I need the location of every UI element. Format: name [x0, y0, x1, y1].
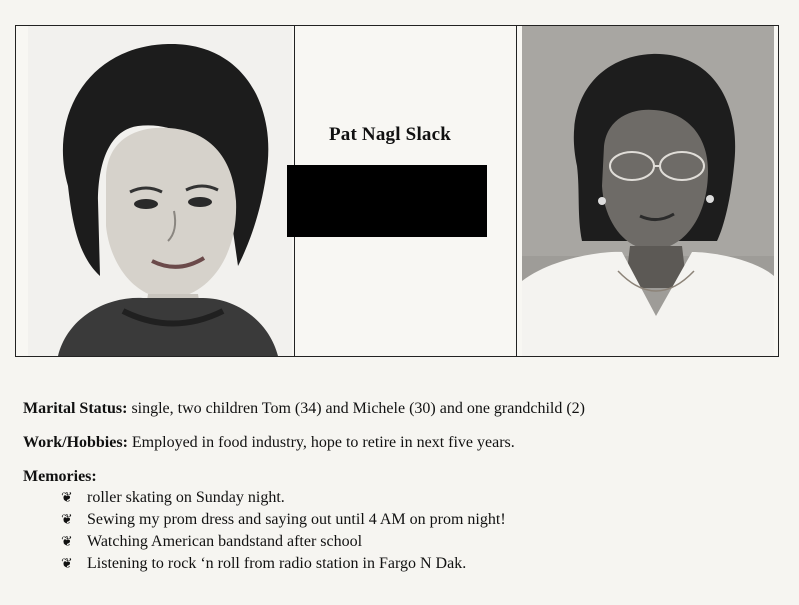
- memories-list: [23, 487, 763, 575]
- list-item: [61, 531, 763, 553]
- memory-text: Sewing my prom dress and saying out until 4 AM on prom night!: [87, 511, 506, 528]
- marital-status-value: single, two children Tom (34) and Michele (30) and one grandchild (2): [131, 400, 586, 417]
- list-item: [61, 487, 763, 509]
- marital-status-label: Marital Status:: [23, 400, 128, 417]
- work-hobbies-value: Employed in food industry, hope to retire in next five years.: [131, 434, 515, 451]
- diamond-bullet-icon: ❦: [61, 556, 73, 572]
- person-name: Pat Nagl Slack: [328, 124, 452, 145]
- profile-text: [23, 398, 763, 575]
- list-item: [61, 553, 763, 575]
- memories-label: Memories:: [23, 468, 97, 485]
- portrait-young-photo: [28, 26, 292, 356]
- memory-text: roller skating on Sunday night.: [87, 489, 285, 506]
- work-hobbies-label: Work/Hobbies:: [23, 434, 128, 451]
- redaction-box: [287, 165, 487, 237]
- diamond-bullet-icon: ❦: [61, 534, 73, 550]
- diamond-bullet-icon: ❦: [61, 490, 73, 506]
- memory-text: Watching American bandstand after school: [87, 533, 363, 550]
- panel-divider: [516, 26, 517, 356]
- list-item: [61, 509, 763, 531]
- work-hobbies-row: [23, 432, 763, 453]
- memory-text: Listening to rock ‘n roll from radio station in Fargo N Dak.: [87, 555, 467, 572]
- marital-status-row: [23, 398, 763, 419]
- diamond-bullet-icon: ❦: [61, 512, 73, 528]
- portrait-recent-photo: [522, 26, 774, 356]
